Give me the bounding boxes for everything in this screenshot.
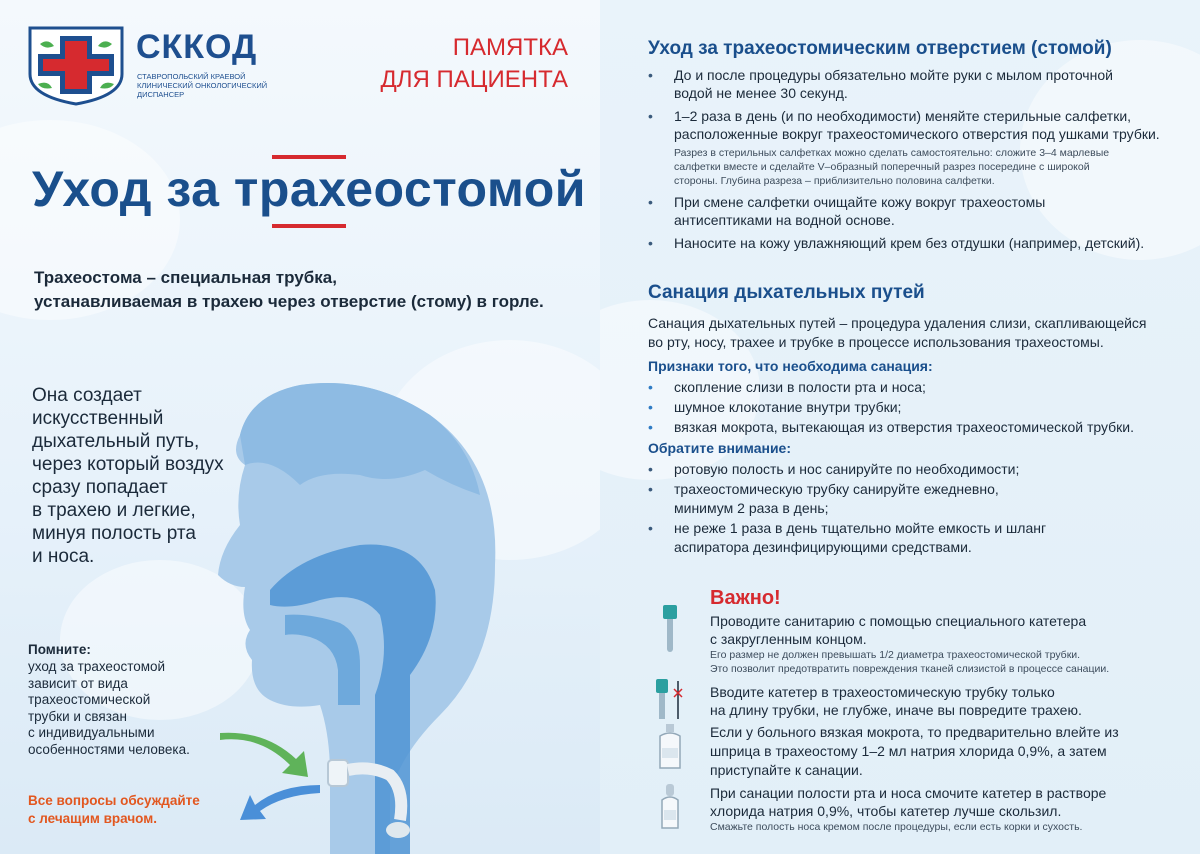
list-item-line: • ротовую полость и нос санируйте по необходимости; bbox=[674, 461, 1020, 477]
item-line: Проводите санитарию с помощью специального катетера bbox=[710, 613, 1087, 629]
saline-ampoule-icon bbox=[650, 782, 690, 832]
description-line: в трахею и легкие, bbox=[32, 500, 196, 521]
remember-line: уход за трахеостомой bbox=[28, 659, 166, 674]
list-item-line: • При смене салфетки очищайте кожу вокруг трахеостомы bbox=[674, 194, 1046, 210]
signs-list bbox=[648, 377, 1178, 437]
list-item-line: • До и после процедуры обязательно мойте руки с мылом проточной bbox=[674, 67, 1113, 83]
stoma-care-list bbox=[648, 66, 1178, 252]
attention-heading: Обратите внимание: bbox=[648, 440, 792, 456]
note-line: стороны. Глубина разреза – приблизительно половина салфетки. bbox=[674, 175, 995, 187]
list-item-line: антисептиками на водной основе. bbox=[674, 212, 895, 228]
item-line: Если у больного вязкая мокрота, то предварительно влейте из bbox=[710, 724, 1119, 740]
item-line: Вводите катетер в трахеостомическую трубку только bbox=[710, 684, 1055, 700]
paragraph-line: Санация дыхательных путей – процедура удаления слизи, скапливающейся bbox=[648, 315, 1147, 331]
memo-label bbox=[381, 32, 568, 96]
list-item-line: водой не менее 30 секунд. bbox=[674, 85, 848, 101]
page-title: Уход за трахеостомой bbox=[32, 161, 587, 217]
doctor-note bbox=[28, 792, 228, 828]
item-line: на длину трубки, не глубже, иначе вы повредите трахею. bbox=[710, 702, 1082, 718]
list-item bbox=[648, 480, 1178, 518]
note-line: Это позволит предотвратить повреждения тканей слизистой в процессе санации. bbox=[710, 663, 1110, 675]
remember-heading: Помните: bbox=[28, 642, 91, 657]
signs-heading: Признаки того, что необходима санация: bbox=[648, 358, 933, 374]
list-item: • скопление слизи в полости рта и носа; bbox=[648, 377, 1178, 397]
sanitation-paragraph bbox=[648, 314, 1168, 352]
list-item-line: • трахеостомическую трубку санируйте ежедневно, bbox=[674, 481, 999, 497]
description-line: и носа. bbox=[32, 546, 95, 567]
item-line: с закругленным концом. bbox=[710, 631, 867, 647]
doctor-note-line: Все вопросы обсуждайте bbox=[28, 793, 200, 808]
list-item bbox=[648, 66, 1178, 102]
remember-line: зависит от вида bbox=[28, 675, 128, 691]
note-line: салфетки вместе и сделайте V–образный поперечный разрез посередине с широкой bbox=[674, 161, 1090, 173]
description-line: Она создает bbox=[32, 385, 142, 406]
intro-text bbox=[34, 266, 574, 314]
item-line: При санации полости рта и носа смочите катетер в растворе bbox=[710, 785, 1107, 801]
important-item bbox=[710, 723, 1170, 780]
paragraph-line: во рту, носу, трахее и трубке в процессе использования трахеостомы. bbox=[648, 334, 1104, 350]
description bbox=[32, 384, 232, 568]
remember-line: с индивидуальными bbox=[28, 725, 155, 740]
important-heading: Важно! bbox=[710, 587, 781, 609]
important-item bbox=[710, 683, 1170, 719]
list-item bbox=[648, 519, 1178, 557]
remember-line: трубки и связан bbox=[28, 708, 127, 724]
list-item: • вязкая мокрота, вытекающая из отверстия трахеостомической трубки. bbox=[648, 417, 1178, 437]
item-note bbox=[710, 648, 1170, 676]
title-accent-bottom bbox=[272, 224, 346, 228]
head-anatomy-illustration bbox=[210, 375, 510, 854]
note-line: Разрез в стерильных салфетках можно сделать самостоятельно: сложите 3–4 марлевые bbox=[674, 147, 1110, 159]
saline-vial-icon bbox=[650, 722, 690, 772]
note-line: Его размер не должен превышать 1/2 диаметра трахеостомической трубки. bbox=[710, 649, 1081, 661]
description-line: минуя полость рта bbox=[32, 523, 196, 544]
intro-line-2: устанавливаемая в трахею через отверстие (стому) в горле. bbox=[34, 292, 544, 311]
remember-line: трахеостомической bbox=[28, 692, 151, 707]
title-accent-top bbox=[272, 155, 346, 159]
list-item: • шумное клокотание внутри трубки; bbox=[648, 397, 1178, 417]
list-item-line: расположенные вокруг трахеостомического отверстия под ушками трубки. bbox=[674, 126, 1160, 142]
list-item-note bbox=[674, 146, 1178, 188]
clinic-logo-icon bbox=[26, 24, 126, 106]
description-line: через который воздух bbox=[32, 454, 224, 475]
remember-line: особенностями человека. bbox=[28, 741, 190, 757]
important-item bbox=[710, 784, 1170, 834]
list-item bbox=[648, 460, 1178, 479]
sanitation-heading: Санация дыхательных путей bbox=[648, 282, 925, 303]
description-line: сразу попадает bbox=[32, 477, 168, 498]
list-item-line: • 1–2 раза в день (и по необходимости) меняйте стерильные салфетки, bbox=[674, 108, 1132, 124]
important-item bbox=[710, 612, 1170, 676]
list-item-line: минимум 2 раза в день; bbox=[674, 500, 829, 516]
description-line: дыхательный путь, bbox=[32, 431, 200, 452]
description-line: искусственный bbox=[32, 408, 164, 429]
item-line: приступайте к санации. bbox=[710, 762, 863, 778]
memo-line-1: ПАМЯТКА bbox=[452, 34, 568, 61]
list-item bbox=[648, 107, 1178, 188]
stoma-care-heading: Уход за трахеостомическим отверстием (стомой) bbox=[648, 38, 1112, 59]
list-item-line: • не реже 1 раза в день тщательно мойте емкость и шланг bbox=[674, 520, 1047, 536]
item-note: Смажьте полость носа кремом после процедуры, если есть корки и сухость. bbox=[710, 821, 1083, 833]
list-item-line: аспиратора дезинфицирующими средствами. bbox=[674, 539, 972, 555]
catheter-icon bbox=[650, 603, 690, 653]
logo-subtitle: СТАВРОПОЛЬСКИЙ КРАЕВОЙ КЛИНИЧЕСКИЙ ОНКОЛОГИЧЕСКИЙ ДИСПАНСЕР bbox=[137, 72, 268, 99]
list-item bbox=[648, 234, 1178, 252]
list-item-line: • Наносите на кожу увлажняющий крем без отдушки (например, детский). bbox=[674, 235, 1145, 251]
attention-list bbox=[648, 460, 1178, 557]
memo-line-2: ДЛЯ ПАЦИЕНТА bbox=[380, 66, 568, 93]
item-line: хлорида натрия 0,9%, чтобы катетер лучше скользил. bbox=[710, 803, 1062, 819]
item-line: шприца в трахеостому 1–2 мл натрия хлорида 0,9%, а затем bbox=[710, 743, 1107, 759]
doctor-note-line: с лечащим врачом. bbox=[28, 811, 157, 826]
catheter-depth-icon bbox=[650, 675, 690, 725]
intro-line-1: Трахеостома – специальная трубка, bbox=[34, 268, 337, 287]
remember-text bbox=[28, 659, 218, 758]
logo-name: СККОД bbox=[136, 28, 258, 66]
list-item bbox=[648, 193, 1178, 229]
